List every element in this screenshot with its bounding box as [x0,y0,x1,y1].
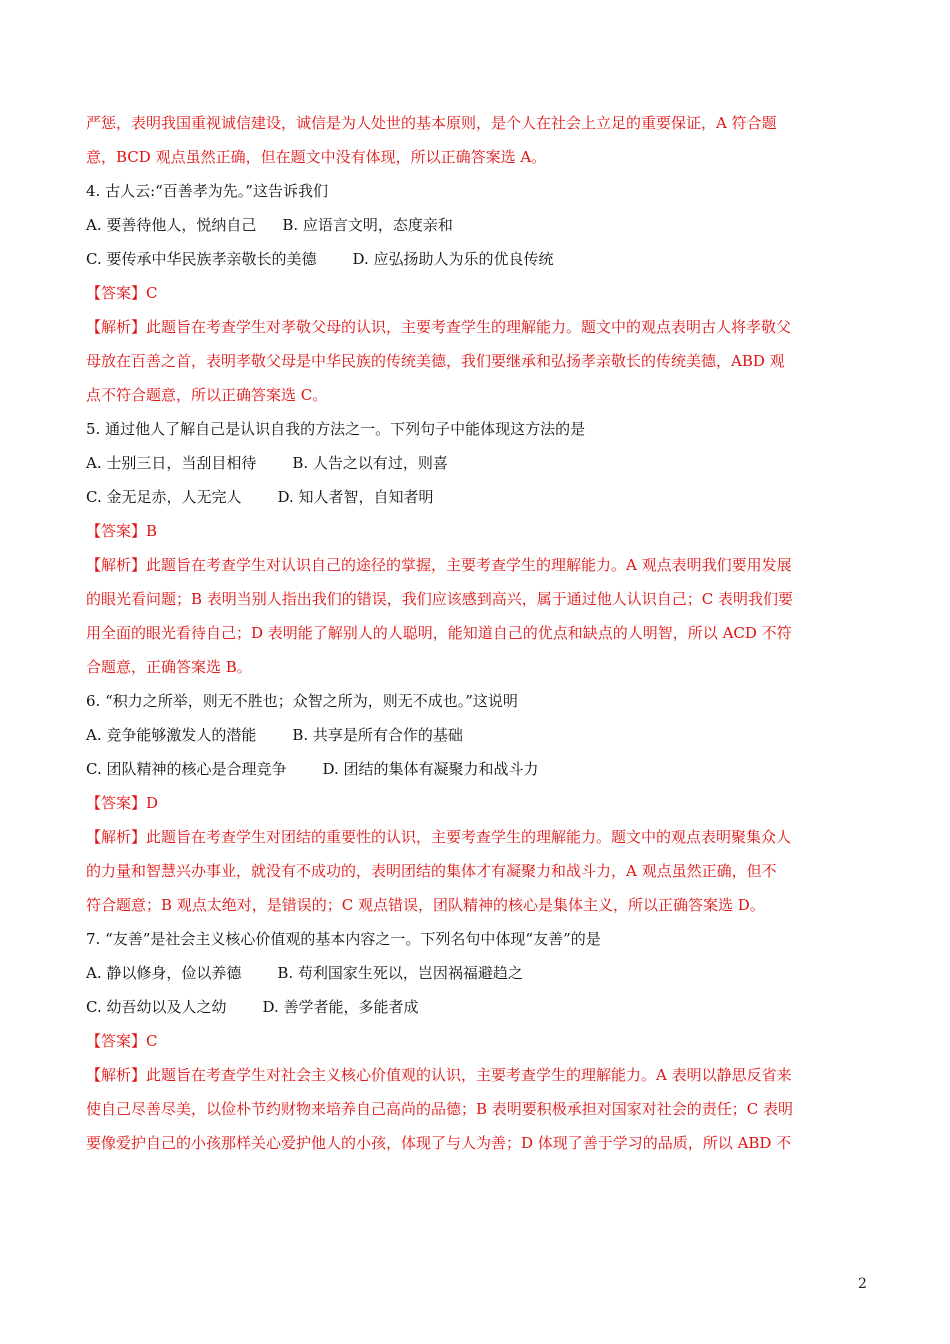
options-row [86,752,876,786]
analysis-line: 合题意，正确答案选 B。 [86,658,252,676]
options-row [86,718,876,752]
analysis-line: 要像爱护自己的小孩那样关心爱护他人的小孩，体现了与人为善；D 体现了善于学习的品质，所以 ABD 不 [86,1134,792,1152]
option-a: A. 士别三日，当刮目相待 [86,454,257,472]
option-c: C. 幼吾幼以及人之幼 [86,998,227,1016]
answer: 【答案】C [86,284,158,302]
question-7 [86,922,876,1160]
page-number: 2 [858,1276,867,1292]
option-d: D. 知人者智，自知者明 [277,488,434,506]
analysis-line: 符合题意；B 观点太绝对，是错误的；C 观点错误，团队精神的核心是集体主义，所以正确答案选 D。 [86,896,765,914]
option-a: A. 竞争能够激发人的潜能 [86,726,257,744]
option-a: A. 要善待他人，悦纳自己 [86,216,257,234]
option-a: A. 静以修身，俭以养德 [86,964,242,982]
question-stem: 7. “友善”是社会主义核心价值观的基本内容之一。下列名句中体现“友善”的是 [86,930,601,948]
analysis-line: 【解析】此题旨在考查学生对认识自己的途径的掌握，主要考查学生的理解能力。A 观点表明我们要用发展 [86,556,792,574]
analysis-continued-line: 意，BCD 观点虽然正确，但在题文中没有体现，所以正确答案选 A。 [86,148,547,166]
analysis-line: 用全面的眼光看待自己；D 表明能了解别人的人聪明，能知道自己的优点和缺点的人明智，所以 ACD 不符 [86,624,792,642]
analysis-line: 的力量和智慧兴办事业，就没有不成功的，表明团结的集体才有凝聚力和战斗力，A 观点虽然正确，但不 [86,862,777,880]
option-d: D. 善学者能，多能者成 [262,998,419,1016]
analysis-continued-line: 严惩，表明我国重视诚信建设，诚信是为人处世的基本原则，是个人在社会上立足的重要保证，A 符合题 [86,114,777,132]
option-d: D. 应弘扬助人为乐的优良传统 [352,250,554,268]
options-row [86,480,876,514]
analysis-line: 使自己尽善尽美，以俭朴节约财物来培养自己高尚的品德；B 表明要积极承担对国家对社会的责任；C 表明 [86,1100,794,1118]
option-b: B. 共享是所有合作的基础 [292,726,463,744]
answer: 【答案】D [86,794,159,812]
analysis-line: 【解析】此题旨在考查学生对孝敬父母的认识，主要考查学生的理解能力。题文中的观点表明古人将孝敬父 [86,318,792,336]
option-b: B. 苟利国家生死以，岂因祸福避趋之 [277,964,523,982]
analysis-line: 【解析】此题旨在考查学生对社会主义核心价值观的认识，主要考查学生的理解能力。A 表明以静思反省来 [86,1066,792,1084]
options-row [86,990,876,1024]
question-6 [86,684,876,922]
option-c: C. 团队精神的核心是合理竞争 [86,760,287,778]
options-row [86,242,876,276]
options-row [86,956,876,990]
question-5 [86,412,876,684]
analysis-line: 点不符合题意，所以正确答案选 C。 [86,386,328,404]
option-c: C. 要传承中华民族孝亲敬长的美德 [86,250,317,268]
option-d: D. 团结的集体有凝聚力和战斗力 [322,760,539,778]
question-stem: 4. 古人云:“百善孝为先。”这告诉我们 [86,182,328,200]
options-row [86,208,876,242]
analysis-line: 【解析】此题旨在考查学生对团结的重要性的认识，主要考查学生的理解能力。题文中的观点表明聚集众人 [86,828,792,846]
analysis-line: 的眼光看问题；B 表明当别人指出我们的错误，我们应该感到高兴，属于通过他人认识自己；C 表明我们要 [86,590,794,608]
analysis-line: 母放在百善之首，表明孝敬父母是中华民族的传统美德，我们要继承和弘扬孝亲敬长的传统美德，ABD 观 [86,352,785,370]
answer: 【答案】B [86,522,158,540]
document-body [86,106,876,1160]
options-row [86,446,876,480]
option-b: B. 应语言文明，态度亲和 [282,216,453,234]
question-stem: 6. “积力之所举，则无不胜也；众智之所为，则无不成也。”这说明 [86,692,518,710]
option-b: B. 人告之以有过，则喜 [292,454,448,472]
question-4 [86,174,876,412]
option-c: C. 金无足赤，人无完人 [86,488,242,506]
question-stem: 5. 通过他人了解自己是认识自我的方法之一。下列句子中能体现这方法的是 [86,420,586,438]
answer: 【答案】C [86,1032,158,1050]
